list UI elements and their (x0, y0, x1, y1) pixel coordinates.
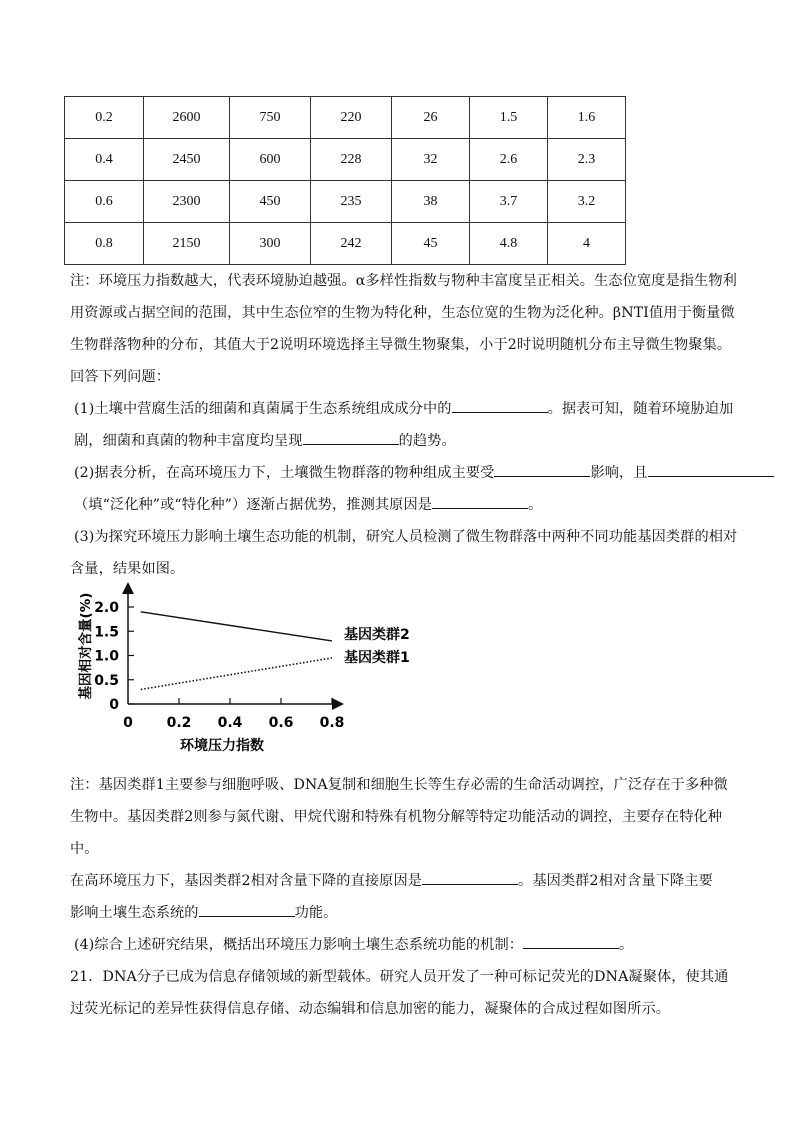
table-row (65, 97, 626, 139)
question-3-sub-line2: 影响土壤生态系统的 功能。 (70, 902, 337, 922)
table-cell: 38 (392, 181, 470, 223)
answer-blank[interactable] (494, 462, 590, 477)
answer-blank[interactable] (648, 462, 774, 477)
x-tick-label: 0.2 (166, 715, 192, 731)
answer-blank[interactable] (523, 934, 619, 949)
question-4-line1: (4)综合上述研究结果，概括出环境压力影响土壤生态系统功能的机制： 。 (74, 934, 633, 954)
question-21-line2: 过荧光标记的差异性获得信息存储、动态编辑和信息加密的能力，凝聚体的合成过程如图所示。 (70, 1001, 671, 1017)
series-gene-group-1-line (141, 658, 332, 690)
y-tick-label: 0.5 (94, 672, 119, 689)
table-cell: 235 (311, 181, 392, 223)
table-cell: 1.5 (470, 97, 548, 139)
table-cell: 0.8 (65, 223, 144, 265)
table-cell: 2.3 (548, 139, 626, 181)
table-cell: 242 (311, 223, 392, 265)
series-gene-group-1-label: 基因类群1 (344, 649, 410, 666)
y-tick-label: 0 (109, 697, 119, 713)
note1-line2: 用资源或占据空间的范围，其中生态位窄的生物为特化种，生态位宽的生物为泛化种。βNTI值用于衡量微 (70, 305, 735, 321)
series-gene-group-2-line (141, 612, 332, 641)
table-cell: 750 (230, 97, 311, 139)
table-cell: 600 (230, 139, 311, 181)
answer-blank[interactable] (422, 870, 518, 885)
table-cell: 3.7 (470, 181, 548, 223)
answer-blank[interactable] (432, 494, 528, 509)
table-cell: 4 (548, 223, 626, 265)
y-tick-label: 2.0 (94, 600, 119, 616)
table-row (65, 139, 626, 181)
answer-blank[interactable] (452, 398, 548, 413)
question-3-sub-line1: 在高环境压力下，基因类群2相对含量下降的直接原因是 。基因类群2相对含量下降主要 (70, 870, 713, 890)
y-tick-label: 1.5 (94, 624, 119, 641)
gene-content-chart (70, 578, 410, 758)
note1-line1: 注：环境压力指数越大，代表环境胁迫越强。α多样性指数与物种丰富度呈正相关。生态位宽度是指生物利 (70, 273, 737, 289)
note2-line1: 注：基因类群1主要参与细胞呼吸、DNA复制和细胞生长等生存必需的生命活动调控，广泛存在于多种微 (70, 777, 728, 793)
x-tick-label: 0.6 (268, 715, 294, 731)
question-1-line2: 剧，细菌和真菌的物种丰富度均呈现 的趋势。 (74, 430, 456, 450)
table-cell: 0.6 (65, 181, 144, 223)
table-cell: 2300 (144, 181, 230, 223)
table-cell: 2600 (144, 97, 230, 139)
table-cell: 3.2 (548, 181, 626, 223)
table-cell: 32 (392, 139, 470, 181)
question-21-line1: 21．DNA分子已成为信息存储领域的新型载体。研究人员开发了一种可标记荧光的DNA凝聚体，使其通 (70, 969, 729, 985)
table-cell: 0.2 (65, 97, 144, 139)
y-axis-label: 基因相对含量(%) (78, 592, 94, 700)
table-cell: 450 (230, 181, 311, 223)
table-cell: 300 (230, 223, 311, 265)
table-cell: 220 (311, 97, 392, 139)
question-2-line1: (2)据表分析，在高环境压力下，土壤微生物群落的物种组成主要受 影响，且 (74, 462, 774, 482)
data-table (64, 96, 626, 265)
question-3-line1: (3)为探究环境压力影响土壤生态功能的机制，研究人员检测了微生物群落中两种不同功能基因类群的相对 (74, 529, 738, 545)
x-tick-label: 0.8 (319, 715, 345, 731)
answer-blank[interactable] (199, 902, 295, 917)
table-cell: 2450 (144, 139, 230, 181)
x-tick-label: 0.4 (217, 715, 243, 731)
x-axis-label: 环境压力指数 (180, 738, 264, 754)
table-cell: 228 (311, 139, 392, 181)
question-2-line2: （填“泛化种”或“特化种”）逐渐占据优势，推测其原因是 。 (74, 494, 542, 514)
y-tick-label: 1.0 (94, 648, 119, 665)
note2-line3: 中。 (70, 841, 99, 857)
answer-blank[interactable] (303, 430, 399, 445)
table-row (65, 223, 626, 265)
note1-line3: 生物群落物种的分布，其值大于2说明环境选择主导微生物聚集，小于2时说明随机分布主导微生物聚集。 (70, 337, 732, 353)
table-row (65, 181, 626, 223)
note1-line4: 回答下列问题： (70, 369, 171, 385)
series-gene-group-2-label: 基因类群2 (344, 626, 410, 643)
table-cell: 2150 (144, 223, 230, 265)
table-cell: 26 (392, 97, 470, 139)
question-1-line1: (1)土壤中营腐生活的细菌和真菌属于生态系统组成成分中的 。据表可知，随着环境胁迫加 (74, 398, 733, 418)
note2-line2: 生物中。基因类群2则参与氮代谢、甲烷代谢和特殊有机物分解等特定功能活动的调控，主要存在特化种 (70, 809, 723, 825)
table-cell: 0.4 (65, 139, 144, 181)
table-cell: 1.6 (548, 97, 626, 139)
table-cell: 45 (392, 223, 470, 265)
table-cell: 4.8 (470, 223, 548, 265)
x-tick-label: 0 (123, 715, 133, 731)
table-cell: 2.6 (470, 139, 548, 181)
question-3-line2: 含量，结果如图。 (70, 561, 185, 577)
